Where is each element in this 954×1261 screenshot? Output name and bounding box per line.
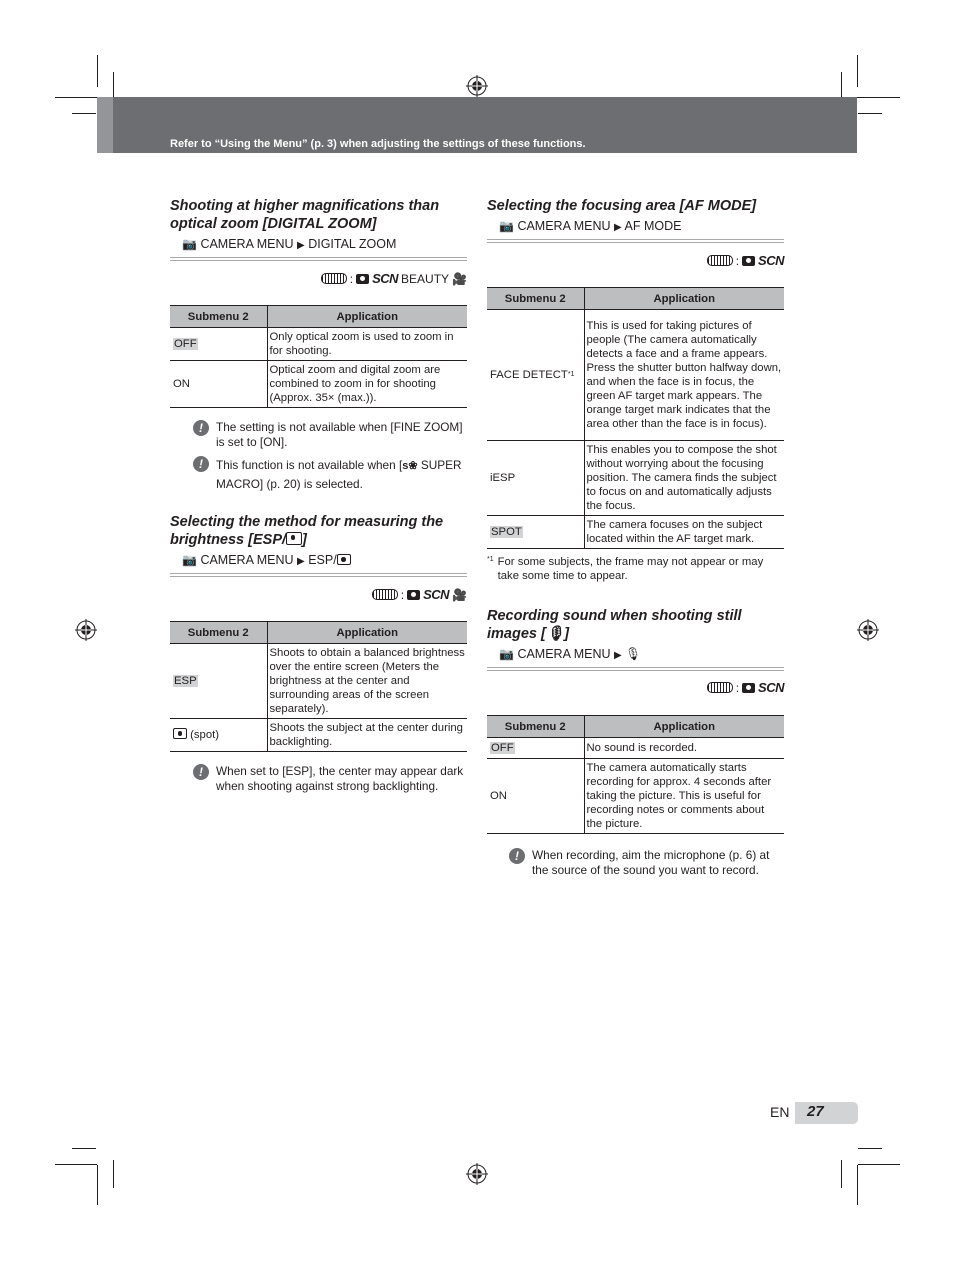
crop-mark bbox=[858, 1148, 882, 1149]
caution-icon: ! bbox=[193, 456, 209, 472]
caution-icon: ! bbox=[193, 420, 209, 436]
mode-availability: : SCN 🎥 bbox=[372, 587, 467, 602]
caution-note: ! The setting is not available when [FINE ZOOM] is set to [ON]. bbox=[193, 420, 468, 450]
menu-path: 📷 CAMERA MENU ▶ AF MODE bbox=[487, 218, 784, 236]
footnote: *1 For some subjects, the frame may not appear or may take some time to appear. bbox=[487, 556, 764, 582]
header-banner-tab bbox=[97, 97, 113, 153]
table-header: Submenu 2 bbox=[170, 306, 267, 328]
arrow-right-icon: ▶ bbox=[614, 222, 622, 233]
table-row: ON The camera automatically starts recording for approx. 4 seconds after taking the picture. This is useful for recording notes or comments about the picture. bbox=[487, 759, 784, 834]
sound-table bbox=[487, 715, 784, 834]
mode-availability: : SCN bbox=[707, 680, 784, 695]
arrow-right-icon: ▶ bbox=[297, 240, 305, 251]
crop-mark bbox=[72, 1148, 96, 1149]
camera-menu-icon: 📷 bbox=[182, 553, 197, 567]
microphone-icon: 🎙 bbox=[545, 626, 565, 642]
caution-note: ! When recording, aim the microphone (p. 6) at the source of the sound you want to record. bbox=[509, 848, 779, 878]
table-row: OFF No sound is recorded. bbox=[487, 738, 784, 759]
crop-mark bbox=[113, 72, 114, 97]
crop-mark bbox=[857, 1165, 858, 1205]
digital-zoom-section bbox=[170, 197, 467, 254]
mode-dial-icon bbox=[372, 589, 398, 600]
caution-icon: ! bbox=[509, 848, 525, 864]
camera-menu-icon: 📷 bbox=[499, 647, 514, 661]
mode-dial-icon bbox=[707, 255, 733, 266]
esp-table bbox=[170, 621, 467, 752]
page-language: EN bbox=[770, 1104, 790, 1120]
page-number: 27 bbox=[807, 1103, 824, 1120]
esp-section bbox=[170, 513, 467, 570]
registration-mark-icon bbox=[466, 75, 488, 97]
mode-dial-icon bbox=[707, 682, 733, 693]
section-title: Shooting at higher magnifications than optical zoom [DIGITAL ZOOM] bbox=[170, 198, 440, 232]
camera-mode-icon bbox=[407, 590, 420, 600]
crop-mark bbox=[97, 1165, 98, 1205]
caution-note: ! When set to [ESP], the center may appear dark when shooting against strong backlighting. bbox=[193, 764, 469, 794]
table-row: (spot) Shoots the subject at the center during backlighting. bbox=[170, 719, 467, 752]
table-row: iESP This enables you to compose the shot without worrying about the focusing position. The camera finds the subject to focus on and automatically adjusts the focus. bbox=[487, 441, 784, 516]
registration-mark-icon bbox=[75, 619, 97, 641]
table-header: Application bbox=[267, 622, 467, 644]
crop-mark bbox=[97, 55, 98, 87]
sound-section bbox=[487, 607, 784, 664]
table-row: SPOT The camera focuses on the subject located within the AF target mark. bbox=[487, 516, 784, 549]
crop-mark bbox=[55, 1164, 97, 1165]
menu-path: 📷 CAMERA MENU ▶ 🎙 bbox=[487, 646, 784, 664]
arrow-right-icon: ▶ bbox=[297, 556, 305, 567]
section-title: Selecting the focusing area [AF MODE] bbox=[487, 198, 757, 214]
spot-metering-icon bbox=[173, 728, 187, 739]
camera-menu-icon: 📷 bbox=[499, 219, 514, 233]
menu-path: 📷 CAMERA MENU ▶ ESP/ bbox=[170, 552, 467, 570]
movie-icon: 🎥 bbox=[452, 587, 467, 602]
mode-availability: : SCN BEAUTY 🎥 bbox=[321, 271, 467, 286]
camera-mode-icon bbox=[742, 256, 755, 266]
table-row: ON Optical zoom and digital zoom are combined to zoom in for shooting (Approx. 35× (max.)). bbox=[170, 361, 467, 408]
crop-mark bbox=[857, 55, 858, 87]
section-title: Recording sound when shooting still images [🎙] bbox=[487, 608, 742, 642]
menu-path: 📷 CAMERA MENU ▶ DIGITAL ZOOM bbox=[170, 236, 467, 254]
super-macro-icon: s❀ bbox=[402, 460, 418, 472]
mode-availability: : SCN bbox=[707, 253, 784, 268]
registration-mark-icon bbox=[857, 619, 879, 641]
table-row: OFF Only optical zoom is used to zoom in for shooting. bbox=[170, 328, 467, 361]
spot-metering-icon bbox=[286, 532, 302, 545]
table-header: Submenu 2 bbox=[170, 622, 267, 644]
crop-mark bbox=[72, 113, 96, 114]
page-number-tab bbox=[795, 1102, 858, 1124]
digital-zoom-table bbox=[170, 305, 467, 408]
caution-note: ! This function is not available when [s❀ SUPER MACRO] (p. 20) is selected. bbox=[193, 456, 468, 493]
crop-mark bbox=[858, 1164, 900, 1165]
caution-icon: ! bbox=[193, 764, 209, 780]
movie-icon: 🎥 bbox=[452, 271, 467, 286]
camera-menu-icon: 📷 bbox=[182, 237, 197, 251]
table-header: Submenu 2 bbox=[487, 288, 584, 310]
af-mode-section bbox=[487, 197, 784, 236]
table-header: Submenu 2 bbox=[487, 716, 584, 738]
mode-dial-icon bbox=[321, 273, 347, 284]
table-row: FACE DETECT$^{*1}$ This is used for taking pictures of people (The camera automatically detects a face and a frame appears. Press the shutter button halfway down, and when the face is in focus, the green AF target mark appears. The orange target mark indicates that the area other than the face is in focus). bbox=[487, 310, 784, 441]
arrow-right-icon: ▶ bbox=[614, 650, 622, 661]
table-row: ESP Shoots to obtain a balanced brightness over the entire screen (Meters the brightness at the center and surrounding areas of the screen separately). bbox=[170, 644, 467, 719]
crop-mark bbox=[113, 1160, 114, 1188]
table-header: Application bbox=[584, 716, 784, 738]
crop-mark bbox=[858, 113, 882, 114]
crop-mark bbox=[841, 1160, 842, 1188]
af-mode-table bbox=[487, 287, 784, 549]
header-banner-text: Refer to “Using the Menu” (p. 3) when adjusting the settings of these functions. bbox=[170, 138, 586, 150]
table-header: Application bbox=[584, 288, 784, 310]
table-header: Application bbox=[267, 306, 467, 328]
registration-mark-icon bbox=[466, 1163, 488, 1185]
microphone-icon: 🎙 bbox=[625, 647, 642, 661]
section-title: Selecting the method for measuring the brightness [ESP/ ] bbox=[170, 514, 444, 548]
camera-mode-icon bbox=[742, 683, 755, 693]
spot-metering-icon bbox=[337, 554, 351, 565]
camera-mode-icon bbox=[356, 274, 369, 284]
crop-mark bbox=[841, 72, 842, 97]
